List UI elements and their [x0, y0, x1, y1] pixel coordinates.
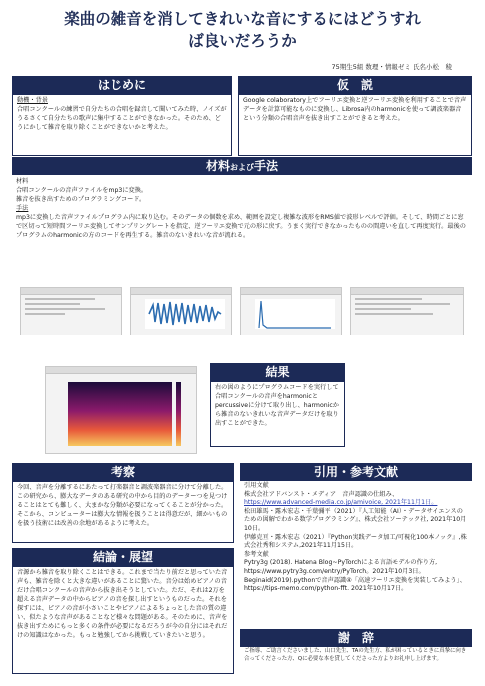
intro-text — [13, 95, 231, 133]
ref-link-1[interactable]: https://www.advanced-media.co.jp/amivoice, 2021年11月1日。 — [244, 499, 438, 507]
references-section — [240, 463, 472, 626]
ref-item-3: 伊藤克亘・露木宏志（2021）『Python実践データ加工/可視化100本ノック』,株式会社秀和システム,2021年11月15日。 — [244, 533, 467, 550]
ref-label-consulted: 参考文献 — [244, 550, 269, 558]
author-line: 75期生5組 数理・情報ゼミ 氏名小松 稜 — [331, 63, 452, 71]
code-screenshot-1 — [20, 287, 122, 335]
references-list — [240, 481, 472, 595]
waveform-plot-image — [131, 295, 231, 335]
intro-subheading: 動機・背景 — [17, 97, 48, 104]
conclusion-heading: 結論・展望 — [12, 548, 234, 566]
methods-heading-main: 材料 — [205, 159, 230, 173]
results-body-box — [210, 381, 345, 447]
method-body: mp3に変換した音声ファイルプログラム内に取り込む。そのデータの個数を求め、範囲を設定し複雑な波形をRMS値で波形レベルで評価。そして、時間ごとに窓で区切って短時間フーリエ変換してサンプリングレートを指定、逆フーリエ変換で元の形に戻す。うまく実行できなかったものの間違いを直して再度実行。最後のプログラムのharmonicの方のコードを再生する。雑音のないきれいな音が流れる。 — [16, 214, 466, 239]
acknowledgements-body-box — [240, 647, 472, 678]
conclusion-body-box — [12, 566, 234, 674]
ref-item-1: 株式会社アドバンスト・メディア 音声認識の仕組み、 — [244, 490, 399, 498]
conclusion-body: 音源から雑音を取り除くことはできる。これまで当たり前だと思っていた音声も、雑音を除くと大きな違いがあることに驚いた。音分は始めピアノの音だけ合唱コンクールの音声から抜き出そうとしていた。ただ、それは2万を超える音声データの中からピアノの音を探し出すというものだった。それを探すには、ピアノの音が小さいことやピアノによるちょっとした音の質の違い、似たような音声があることなど様々な問題がある。そのために、音声を抜き出すためにもっと多くの条件が必要になるだろうが今の自分にはそれだけの知識はなかった。もっと勉強してから挑戦していきたいと思う。 — [17, 569, 228, 639]
hypothesis-section — [238, 76, 472, 156]
intro-heading: はじめに — [12, 76, 232, 94]
materials-label: 材料 — [16, 178, 29, 185]
methods-text — [12, 175, 472, 241]
conclusion-section — [12, 548, 234, 674]
discussion-section — [12, 463, 234, 543]
intro-body-box — [12, 94, 232, 156]
waveform-screenshot — [130, 287, 232, 335]
materials-line-2: 雑音を抜き出すためのプログラミングコード。 — [16, 196, 146, 203]
poster-title — [0, 8, 485, 52]
discussion-body: 今回、音声を分離するにあたって打楽器音と調波楽器音に分けて分離した。この研究から、膨大なデータのある研究の中から目的のデーターつを見つけることはとても難しく、大まかな分類が必要になってくることが分かった。そこから、コンピューターは膨大な情報を扱うことは得意だが、細かいものを扱う技術には改善の余地があるように考えた。 — [17, 484, 228, 527]
ref-item-5: Beginaid(2019).pythonで音声認識④「高速フーリエ変換を実装してみよう」、https://tips-memo.com/python-fft. 2021年10月17日。 — [244, 576, 466, 593]
ref-item-4: Pytry3g (2018). Hatena Blog~PyTorchによる言語モデルの作り方, https://www.pytry3g.com/entry/PyTorch。2021年10月3日。 — [244, 559, 438, 575]
acknowledgements-body: ご指導、ご助言くださいました、山口先生、TAの先生方、私が困っているときに真摯に向き合ってくださった方、Qに必要な本を貸してくださった方よりお礼申し上げます。 — [244, 648, 467, 662]
discussion-body-box — [12, 481, 234, 543]
hypothesis-body-box — [238, 94, 472, 156]
intro-section — [12, 76, 232, 156]
methods-section — [12, 157, 472, 335]
references-body-box — [240, 481, 472, 626]
methods-heading-end: 手法 — [254, 159, 279, 173]
intro-body: 合唱コンクールの練習で自分たちの合唱を録音して聞いてみた時、ノイズがうるさくて自分たちの歌声に集中することができなかった。そのため、どうにかして雑音を取り除くことができないかと考えた。 — [17, 106, 227, 131]
methods-heading — [12, 157, 472, 175]
ref-item-2: 松田雄馬・露木宏志・千葉彌平（2021）『人工知能（AI）・データサイエンスのための図解でわかる数学プログラミング』、株式会社ソーテック社, 2021年10月10日。 — [244, 507, 467, 532]
results-heading: 結果 — [210, 363, 345, 381]
code-screenshot-2 — [350, 287, 464, 335]
results-body: 右の図のようにプログラムコードを実行して合唱コンクールの音声をharmonicとpercussiveに分けて取り出し、harmonicから雑音のないきれいな音声データだけを取り出すことができた。 — [215, 384, 339, 427]
spectrum-screenshot — [240, 287, 342, 335]
methods-heading-small: および — [230, 163, 254, 172]
ref-label-cited: 引用文献 — [244, 482, 269, 489]
hypothesis-body: Google colaboratory上でフーリエ変換と逆フーリエ変換を利用することで音声データを計算可能なものに変換し、Librosa内のharmonicを使って調波楽器音という分類の合唱音声を抜き出すことができると考えた。 — [243, 97, 467, 122]
spectrogram-screenshot — [45, 366, 197, 454]
spectrogram-image — [46, 374, 196, 452]
methods-body-box — [12, 175, 472, 335]
materials-line-1: 合唱コンクールの音声ファイルをmp3に変換。 — [16, 187, 148, 194]
acknowledgements-section — [240, 629, 472, 678]
acknowledgements-heading: 謝 辞 — [240, 629, 472, 647]
discussion-heading: 考察 — [12, 463, 234, 481]
hypothesis-heading: 仮 説 — [238, 76, 472, 94]
results-section — [210, 363, 345, 447]
title-line-2: ば良いだろうか — [188, 32, 297, 50]
method-label: 手法 — [16, 205, 29, 212]
references-heading: 引用・参考文献 — [240, 463, 472, 481]
title-line-1: 楽曲の雑音を消してきれいな音にするにはどうすれ — [64, 10, 421, 28]
spectrum-plot-image — [241, 295, 341, 335]
